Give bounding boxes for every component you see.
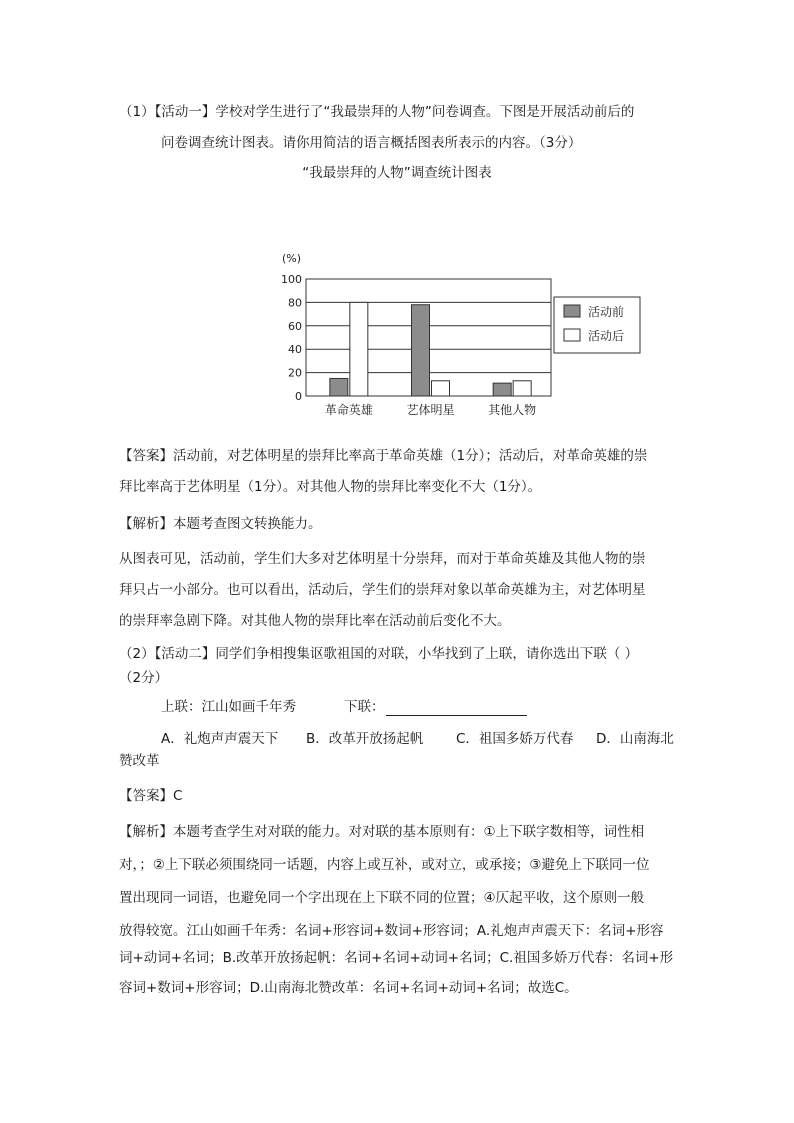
x-labels [325, 402, 536, 417]
bar-after-3 [513, 381, 531, 396]
answer-blank [386, 715, 527, 716]
explanation-2-line-5: 词+动词+名词；B.改革开放扬起帆：名词+名词+动词+名词；C.祖国多娇万代春：名词+形 [119, 950, 674, 966]
q2-line-1: （2）【活动二】同学们争相搜集讴歌祖国的对联，小华找到了上联，请你选出下联（ ） [119, 646, 639, 662]
explanation-1-heading: 【解析】本题考查图文转换能力。 [119, 516, 322, 532]
q2-line-2: （2分） [119, 670, 169, 686]
bar-before-3 [493, 383, 511, 396]
answer-2: 【答案】C [119, 788, 183, 804]
option-a: A．礼炮声声震天下 [161, 731, 279, 747]
explanation-2-line-2: 对，；②上下联必须围绕同一话题，内容上或互补，或对立，或承接；③避免上下联同一位 [119, 857, 650, 873]
option-d: D．山南海北 [596, 731, 674, 747]
legend-swatch [564, 329, 580, 341]
y-tick-label: 40 [288, 343, 302, 357]
y-tick-label: 80 [288, 296, 302, 310]
q1-line-2: 问卷调查统计图表。请你用简洁的语言概括图表所表示的内容。（3分） [161, 135, 582, 151]
y-tick-label: 60 [288, 319, 302, 333]
couplet-lower-label: 下联： [344, 699, 385, 715]
x-tick-label: 其他人物 [488, 403, 537, 417]
q1-line-1: （1）【活动一】学校对学生进行了“我最崇拜的人物”问卷调查。下图是开展活动前后的 [119, 104, 635, 120]
y-tick-label: 100 [281, 273, 302, 286]
bar-before-1 [330, 378, 348, 396]
couplet-upper: 上联：江山如画千年秀 [161, 699, 296, 715]
y-ticks [281, 273, 302, 403]
legend-label: 活动前 [588, 305, 625, 319]
explanation-2-line-3: 置出现同一词语，也避免同一个字出现在上下联不同的位置；④仄起平收，这个原则一般 [119, 890, 645, 906]
x-tick-label: 艺体明星 [406, 403, 455, 417]
answer-1-line-2: 拜比率高于艺体明星（1分）。对其他人物的崇拜比率变化不大（1分）。 [119, 479, 542, 495]
x-tick-label: 革命英雄 [324, 403, 373, 417]
option-d-wrap: 赞改革 [119, 753, 160, 769]
explanation-1-line-3: 的崇拜率急剧下降。对其他人物的崇拜比率在活动前后变化不大。 [119, 613, 511, 629]
chart-title: “我最崇拜的人物”调查统计图表 [302, 165, 492, 181]
legend-swatch [564, 305, 580, 317]
y-tick-label: 0 [295, 390, 302, 403]
explanation-2-line-4: 放得较宽。江山如画千年秀：名词+形容词+数词+形容词；A.礼炮声声震天下：名词+形容 [119, 923, 664, 939]
legend-label: 活动后 [588, 329, 625, 343]
answer-1-line-1: 【答案】活动前，对艺体明星的崇拜比率高于革命英雄（1分）；活动后，对革命英雄的崇 [119, 448, 648, 464]
bar-chart [276, 243, 646, 418]
option-c: C．祖国多娇万代春 [456, 731, 574, 747]
legend [554, 297, 640, 353]
option-b: B．改革开放扬起帆 [306, 731, 424, 747]
explanation-1-line-2: 拜只占一小部分。也可以看出，活动后，学生们的崇拜对象以革命英雄为主，对艺体明星 [119, 582, 646, 598]
bar-after-1 [350, 302, 368, 396]
explanation-1-line-1: 从图表可见，活动前，学生们大多对艺体明星十分崇拜，而对于革命英雄及其他人物的崇 [119, 551, 646, 567]
bar-before-2 [412, 305, 430, 396]
explanation-2-line-1: 【解析】本题考查学生对对联的能力。对对联的基本原则有：①上下联字数相等，词性相 [119, 824, 645, 840]
y-tick-label: 20 [288, 366, 302, 380]
explanation-2-line-6: 容词+数词+形容词；D.山南海北赞改革：名词+名词+动词+名词；故选C。 [119, 980, 578, 996]
y-axis-unit: (%) [282, 252, 302, 265]
bar-after-2 [432, 381, 450, 396]
